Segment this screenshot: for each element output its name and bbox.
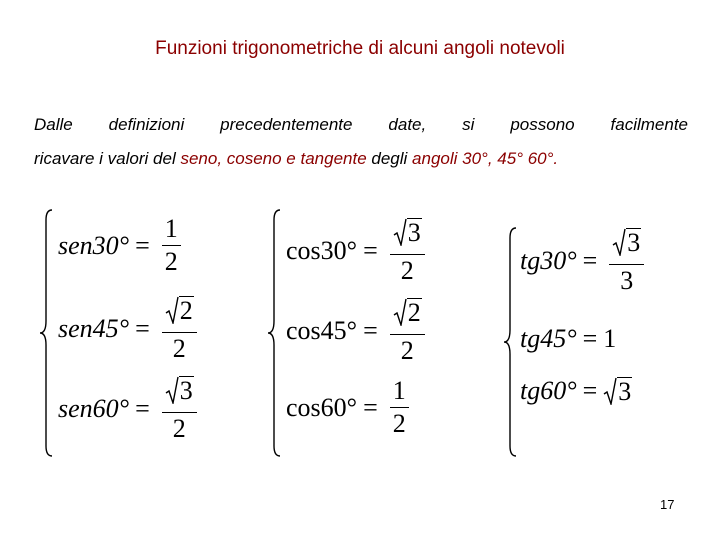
square-root — [393, 298, 422, 326]
radicand: 2 — [407, 298, 421, 327]
tg45-equation — [520, 324, 616, 354]
radicand: 3 — [627, 228, 641, 257]
equals-sign: = — [135, 230, 150, 260]
numerator: 1 — [162, 216, 181, 246]
sen45-equation — [58, 296, 197, 362]
square-root — [165, 296, 194, 324]
page-number: 17 — [660, 497, 675, 512]
square-root — [165, 376, 194, 404]
sen60-equation — [58, 376, 197, 442]
square-root — [612, 228, 641, 256]
denominator: 2 — [172, 334, 186, 364]
function-label: cos60° — [286, 392, 358, 422]
fraction — [162, 216, 181, 275]
numerator — [162, 296, 197, 333]
radical-sign-icon — [612, 228, 626, 256]
radical-sign-icon — [603, 377, 617, 405]
intro-line-1: Dalle definizioni precedentemente date, si possono facilmente — [34, 115, 688, 134]
tangent-system — [502, 226, 702, 458]
square-root — [393, 218, 422, 246]
cosine-system — [266, 208, 476, 458]
left-brace-icon — [38, 208, 54, 458]
radical-sign-icon — [393, 298, 407, 326]
numerator — [390, 218, 425, 255]
numerator: 1 — [390, 378, 409, 408]
radical-sign-icon — [393, 218, 407, 246]
square-root — [603, 377, 632, 405]
equals-sign: = — [135, 314, 150, 344]
fraction — [162, 296, 197, 362]
equals-sign: = — [582, 324, 598, 353]
left-brace-icon — [266, 208, 282, 458]
equals-sign: = — [363, 392, 378, 422]
sine-system — [38, 208, 238, 458]
intro-angles: angoli 30°, 45° 60°. — [412, 149, 559, 168]
intro-text: ricavare i valori del — [34, 149, 181, 168]
radicand: 3 — [407, 218, 421, 247]
intro-text: degli — [366, 149, 413, 168]
denominator: 2 — [400, 256, 414, 286]
radicand: 2 — [179, 296, 193, 325]
function-label: sen30° — [58, 230, 130, 260]
fraction — [390, 218, 425, 284]
function-label: tg60° — [520, 376, 577, 405]
value: 1 — [603, 324, 617, 353]
fraction — [390, 298, 425, 364]
intro-paragraph — [34, 108, 688, 176]
equals-sign: = — [363, 316, 378, 346]
left-brace-icon — [502, 226, 518, 458]
tg60-equation — [520, 376, 632, 406]
function-label: sen60° — [58, 394, 130, 424]
function-label: cos45° — [286, 316, 358, 346]
cos30-equation — [286, 218, 425, 284]
intro-line-2 — [34, 142, 688, 176]
function-label: sen45° — [58, 314, 130, 344]
radical-sign-icon — [165, 296, 179, 324]
denominator: 2 — [392, 409, 406, 438]
intro-functions: seno, coseno e tangente — [180, 149, 367, 168]
function-label: tg30° — [520, 246, 577, 276]
tg30-equation — [520, 228, 644, 294]
denominator: 3 — [620, 266, 634, 296]
numerator — [162, 376, 197, 413]
cos60-equation — [286, 378, 409, 437]
denominator: 2 — [400, 336, 414, 366]
function-label: cos30° — [286, 236, 358, 266]
sen30-equation — [58, 216, 181, 275]
equals-sign: = — [582, 246, 598, 276]
function-label: tg45° — [520, 324, 577, 353]
radicand: 3 — [179, 376, 193, 405]
numerator — [390, 298, 425, 335]
fraction — [609, 228, 644, 294]
denominator: 2 — [164, 247, 178, 276]
fraction — [390, 378, 409, 437]
equals-sign: = — [582, 376, 598, 405]
equals-sign: = — [135, 394, 150, 424]
fraction — [162, 376, 197, 442]
equals-sign: = — [363, 236, 378, 266]
denominator: 2 — [172, 414, 186, 444]
numerator — [609, 228, 644, 265]
slide-title: Funzioni trigonometriche di alcuni angoli notevoli — [155, 38, 565, 59]
radicand: 3 — [618, 376, 632, 406]
cos45-equation — [286, 298, 425, 364]
radical-sign-icon — [165, 376, 179, 404]
